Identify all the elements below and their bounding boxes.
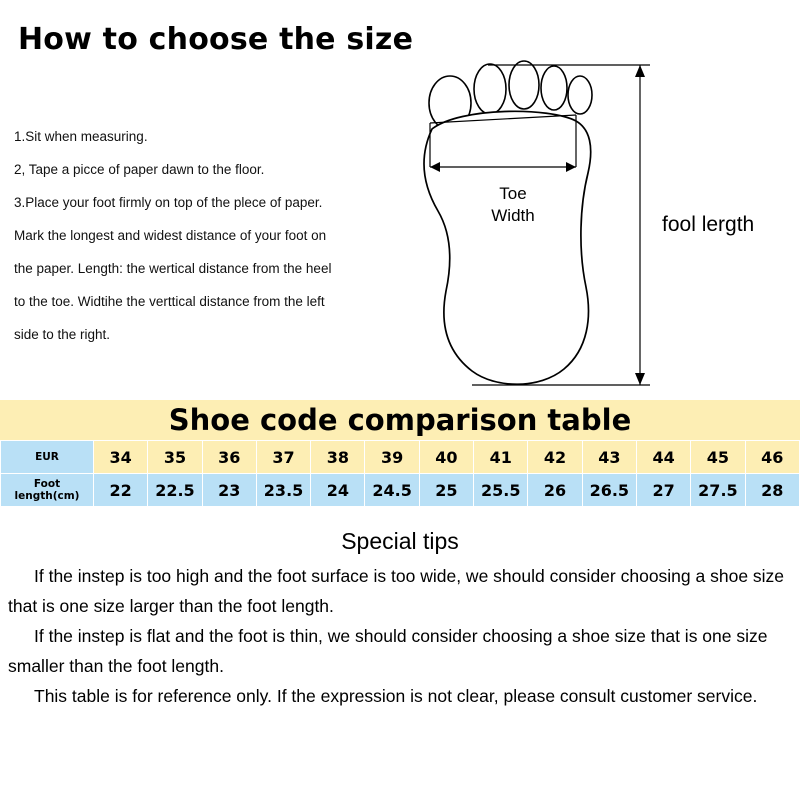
- eur-cell: 35: [148, 441, 202, 474]
- toe-width-label-line1: Toe: [499, 184, 527, 203]
- foot-length-cell: 23.5: [256, 474, 310, 507]
- foot-length-cell: 22: [94, 474, 148, 507]
- eur-cell: 45: [691, 441, 745, 474]
- foot-length-cell: 24: [311, 474, 365, 507]
- eur-cell: 40: [419, 441, 473, 474]
- special-tips-paragraph: This table is for reference only. If the expression is not clear, please consult customer service.: [34, 686, 758, 706]
- instruction-line: Mark the longest and widest distance of your foot on: [14, 228, 327, 243]
- eur-cell: 37: [256, 441, 310, 474]
- foot-length-cell: 26: [528, 474, 582, 507]
- table-row: [1, 441, 800, 474]
- foot-length-cell: 26.5: [582, 474, 636, 507]
- instruction-line: to the toe. Widtihe the verttical distance from the left: [14, 294, 325, 309]
- row-header-eur: EUR: [1, 441, 94, 474]
- foot-length-cell: 22.5: [148, 474, 202, 507]
- size-table-block: [0, 400, 800, 507]
- foot-length-cell: 27.5: [691, 474, 745, 507]
- foot-length-cell: 27: [636, 474, 690, 507]
- eur-cell: 43: [582, 441, 636, 474]
- foot-length-label: fool lergth: [662, 213, 755, 236]
- table-title-bar: [0, 400, 800, 440]
- foot-measurement-diagram: [400, 55, 800, 395]
- toe-width-label: [458, 183, 568, 227]
- page-title: How to choose the size: [18, 22, 414, 57]
- special-tips-paragraph: If the instep is flat and the foot is thin, we should consider choosing a shoe size that is one size smaller than the foot length.: [8, 626, 768, 676]
- foot-length-cell: 25: [419, 474, 473, 507]
- instruction-line: 3.Place your foot firmly on top of the plece of paper.: [14, 195, 323, 210]
- eur-cell: 38: [311, 441, 365, 474]
- special-tips-section: [0, 528, 800, 711]
- foot-length-cell: 28: [745, 474, 799, 507]
- foot-length-cell: 25.5: [474, 474, 528, 507]
- eur-cell: 41: [474, 441, 528, 474]
- eur-cell: 36: [202, 441, 256, 474]
- eur-cell: 42: [528, 441, 582, 474]
- special-tips-paragraph: If the instep is too high and the foot surface is too wide, we should consider choosing a shoe size that is one size larger than the foot length.: [8, 566, 785, 616]
- instruction-line: 1.Sit when measuring.: [14, 129, 148, 144]
- eur-cell: 46: [745, 441, 799, 474]
- toe-width-label-line2: Width: [491, 206, 535, 225]
- eur-cell: 39: [365, 441, 419, 474]
- instructions-list: [14, 120, 434, 351]
- instruction-line: side to the right.: [14, 327, 111, 342]
- instruction-line: 2, Tape a picce of paper dawn to the floor.: [14, 162, 265, 177]
- instruction-line: the paper. Length: the wertical distance from the heel: [14, 261, 332, 276]
- special-tips-title: Special tips: [341, 528, 459, 554]
- foot-length-cell: 24.5: [365, 474, 419, 507]
- eur-cell: 44: [636, 441, 690, 474]
- table-title: Shoe code comparison table: [168, 403, 632, 437]
- table-row: [1, 474, 800, 507]
- foot-length-cell: 23: [202, 474, 256, 507]
- row-header-foot-length: Foot length(cm): [1, 474, 94, 507]
- eur-cell: 34: [94, 441, 148, 474]
- shoe-size-table: [0, 440, 800, 507]
